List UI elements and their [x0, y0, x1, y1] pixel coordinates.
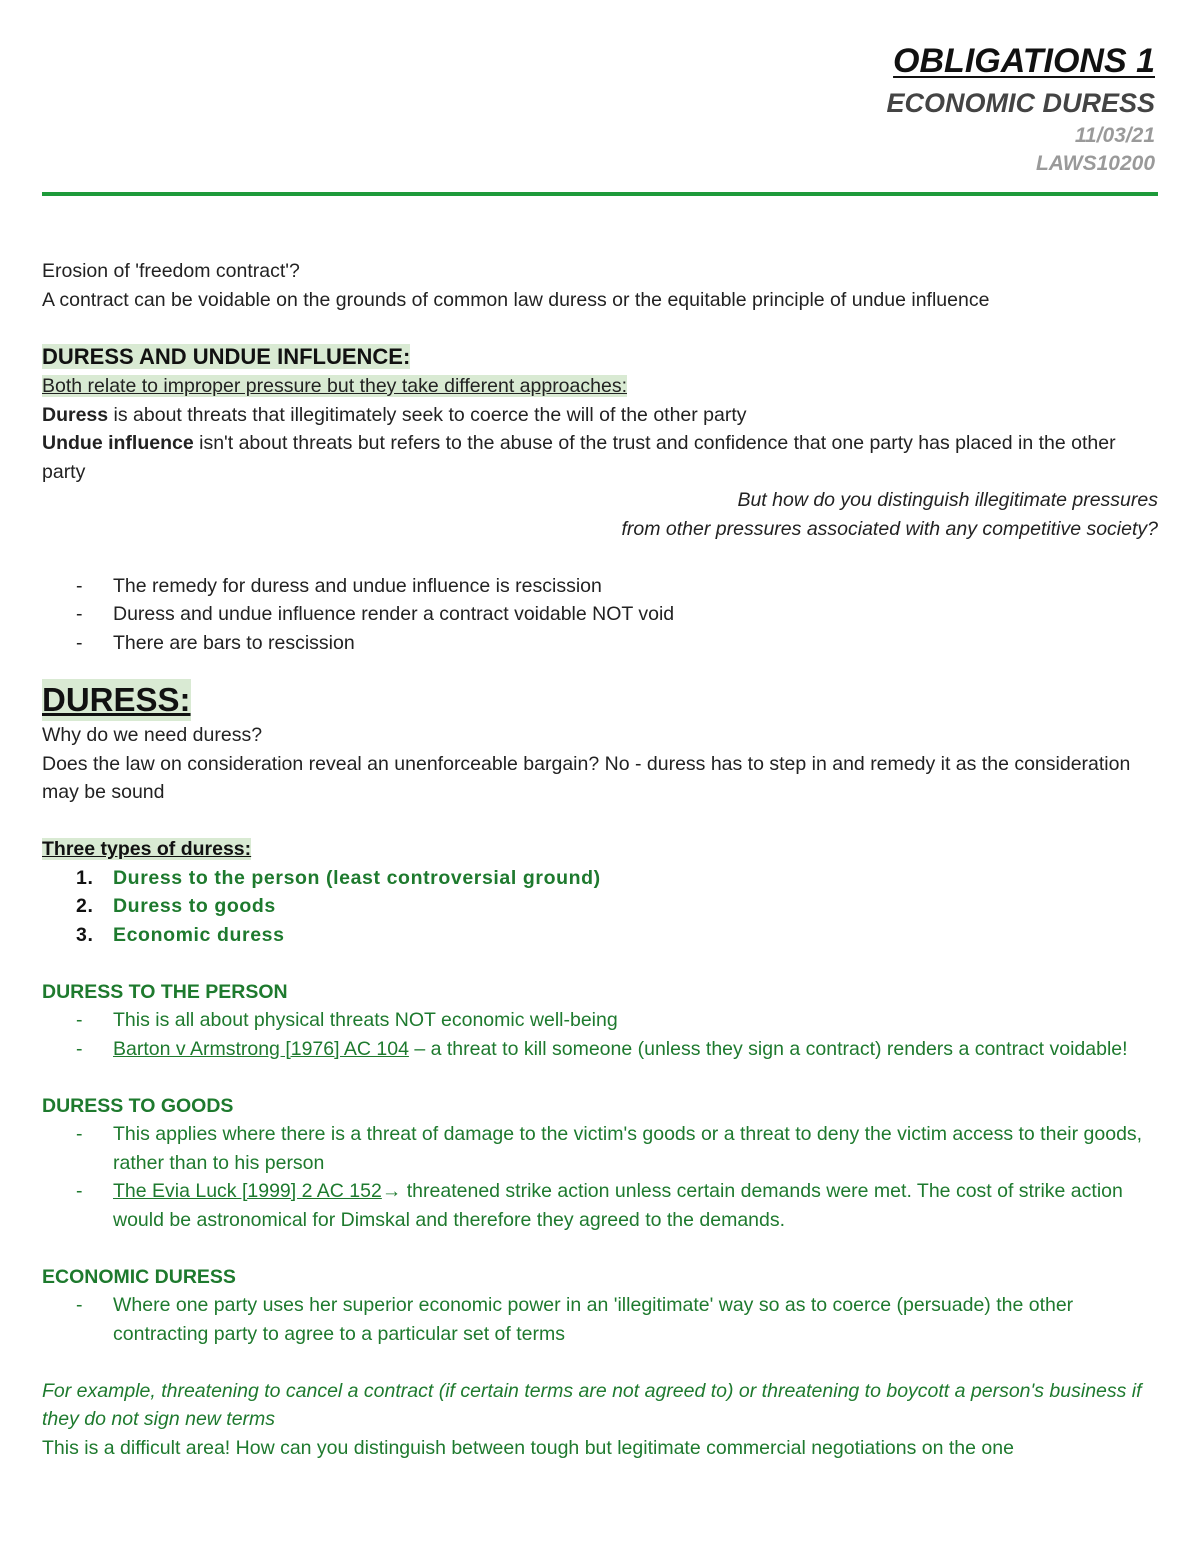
list-item: - The remedy for duress and undue influence is rescission: [42, 572, 1158, 601]
list-item: - This is all about physical threats NOT economic well-being: [42, 1006, 1158, 1035]
types-heading: Three types of duress:: [42, 838, 252, 860]
question-line-2: from other pressures associated with any competitive society?: [621, 517, 1158, 540]
list-item: - Where one party uses her superior economic power in an 'illegitimate' way so as to coerce (persuade) the other contracting party to agree to a particular set of terms: [42, 1291, 1158, 1348]
person-heading: DURESS TO THE PERSON: [42, 980, 288, 1003]
duress-consideration-text: Does the law on consideration reveal an unenforceable bargain? No - duress has to step in and remedy it as the consideration may be sound: [42, 752, 1131, 803]
duress-question: Why do we need duress?: [42, 724, 263, 746]
list-item: 1. Duress to the person (least controversial ground): [76, 866, 601, 889]
list-item: - This applies where there is a threat of damage to the victim's goods or a threat to deny the victim access to their goods, rather than to his person: [42, 1120, 1158, 1177]
list-item: - Barton v Armstrong [1976] AC 104 – a threat to kill someone (unless they sign a contract) renders a contract voidable!: [42, 1035, 1158, 1064]
section-heading-duress-wrap: [42, 671, 1158, 721]
list-item: 2. Duress to goods: [76, 895, 276, 917]
case-citation: Barton v Armstrong [1976] AC 104: [113, 1037, 409, 1060]
document-date: 11/03/21: [1074, 124, 1155, 147]
remedy-bullet-list: [42, 572, 1158, 658]
course-code: LAWS10200: [1035, 152, 1155, 175]
goods-heading: DURESS TO GOODS: [42, 1094, 234, 1117]
duress-definition: Duress is about threats that illegitimately seek to coerce the will of the other party: [42, 403, 747, 426]
document-subtitle: ECONOMIC DURESS: [886, 88, 1155, 118]
case-citation: The Evia Luck [1999] 2 AC 152: [113, 1180, 382, 1202]
person-bullet-list: [42, 1006, 1158, 1063]
section-heading-duress: DURESS:: [42, 679, 191, 721]
types-list: [42, 864, 1158, 950]
list-item: 3. Economic duress: [76, 923, 285, 946]
economic-example: For example, threatening to cancel a contract (if certain terms are not agreed to) or threatening to boycott a person's business if they do not sign new terms: [42, 1379, 1142, 1430]
header-divider: [42, 192, 1158, 196]
undue-influence-definition: Undue influence isn't about threats but refers to the abuse of the trust and confidence that one party has placed in the other party: [42, 432, 1116, 483]
document-title: OBLIGATIONS 1: [893, 42, 1155, 80]
list-item: - Duress and undue influence render a contract voidable NOT void: [42, 600, 1158, 629]
section-heading-duress-undue: DURESS AND UNDUE INFLUENCE:: [42, 343, 411, 369]
list-item: - There are bars to rescission: [42, 629, 1158, 658]
document-body: [42, 257, 1158, 1462]
question-line-1: But how do you distinguish illegitimate pressures: [737, 489, 1158, 511]
economic-bullet-list: [42, 1291, 1158, 1348]
intro-line-1: Erosion of 'freedom contract'?: [42, 260, 300, 282]
section-subheading-approaches: Both relate to improper pressure but they take different approaches:: [42, 375, 627, 397]
intro-line-2: A contract can be voidable on the grounds of common law duress or the equitable principle of undue influence: [42, 288, 990, 311]
goods-bullet-list: [42, 1120, 1158, 1234]
economic-heading: ECONOMIC DURESS: [42, 1265, 236, 1288]
document-header: [823, 40, 1155, 178]
list-item: - The Evia Luck [1999] 2 AC 152→ threatened strike action unless certain demands were met. The cost of strike action would be astronomical for Dimskal and therefore they agreed to the demands.: [42, 1177, 1158, 1234]
economic-closing: This is a difficult area! How can you distinguish between tough but legitimate commercial negotiations on the one: [42, 1436, 1014, 1459]
